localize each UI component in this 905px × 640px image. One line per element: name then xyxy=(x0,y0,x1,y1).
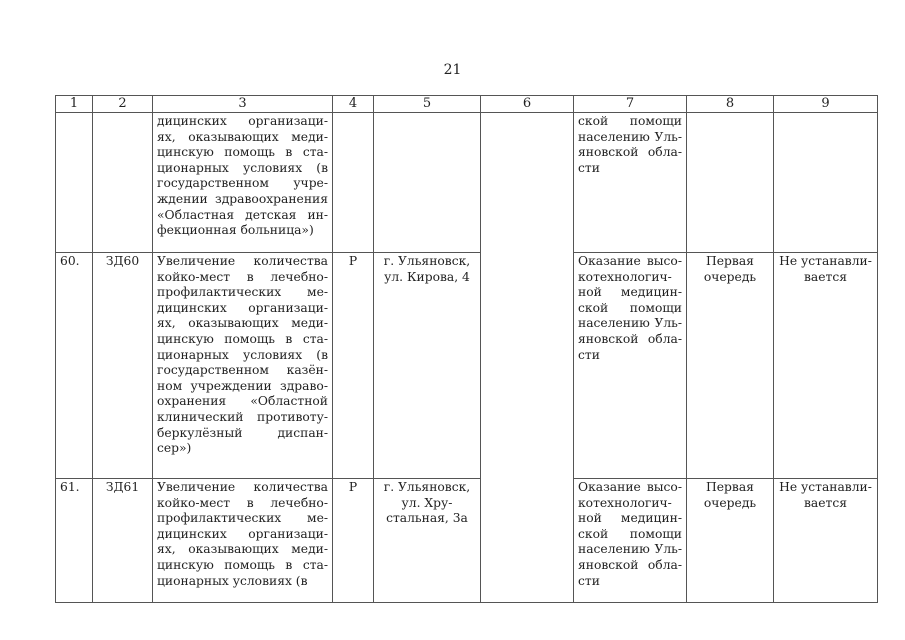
cell-line: очередь xyxy=(703,269,757,284)
cell-line: цинскую помощь в ста- xyxy=(157,557,328,572)
cell-line: стальная, 3а xyxy=(386,511,468,526)
cell-line: яновской обла- xyxy=(578,145,682,160)
cell-line: населению Уль- xyxy=(578,316,682,331)
cell-line: Первая xyxy=(706,254,754,268)
cell-line: Оказание высо- xyxy=(578,480,682,494)
limit-cell xyxy=(774,113,878,253)
cell-line: беркулёзный диспан- xyxy=(157,425,328,440)
header-cell: 8 xyxy=(687,96,774,113)
code-cell: ЗД61 xyxy=(93,479,153,603)
purpose-cell xyxy=(574,479,687,603)
cell-line: Оказание высо- xyxy=(578,254,682,268)
cell-line: охранения «Областной xyxy=(157,394,328,409)
cell-line: вается xyxy=(804,269,847,284)
cell-line: ционарных условиях (в xyxy=(157,160,328,175)
cell-line: дицинских организаци- xyxy=(157,300,328,315)
col6-cell xyxy=(481,113,574,603)
cell-line: сти xyxy=(578,347,600,362)
address-cell xyxy=(374,479,481,603)
code-cell: ЗД60 xyxy=(93,253,153,479)
col4-cell: Р xyxy=(333,253,374,479)
table-row xyxy=(56,479,878,603)
cell-line: ях, оказывающих меди- xyxy=(157,542,328,557)
header-cell: 5 xyxy=(374,96,481,113)
description-cell xyxy=(153,479,333,603)
header-cell: 4 xyxy=(333,96,374,113)
cell-line: Первая xyxy=(706,480,754,494)
cell-line: котехнологич- xyxy=(578,495,672,510)
cell-line: ской помощи xyxy=(578,114,682,128)
cell-line: фекционная больница») xyxy=(157,223,314,238)
table-row xyxy=(56,253,878,479)
cell-line: ном учреждении здраво- xyxy=(157,378,328,393)
row-number-cell: 61. xyxy=(56,479,93,603)
cell-line: государственном учре- xyxy=(157,176,328,191)
cell-line: государственном казён- xyxy=(157,363,328,378)
cell-line: сти xyxy=(578,573,600,588)
purpose-cell xyxy=(574,113,687,253)
address-cell xyxy=(374,113,481,253)
cell-line: Увеличение количества xyxy=(157,480,328,494)
cell-line: цинскую помощь в ста- xyxy=(157,145,328,160)
objects-table xyxy=(55,95,878,603)
cell-line: сти xyxy=(578,160,600,175)
cell-line: ционарных условиях (в xyxy=(157,347,328,362)
cell-line: яновской обла- xyxy=(578,557,682,572)
cell-line: очередь xyxy=(703,495,757,510)
cell-line: Увеличение количества xyxy=(157,254,328,268)
cell-line: ях, оказывающих меди- xyxy=(157,129,328,144)
cell-line: ул. Хру- xyxy=(401,495,453,510)
priority-cell xyxy=(687,253,774,479)
description-cell xyxy=(153,113,333,253)
cell-line: профилактических ме- xyxy=(157,285,328,300)
table-row xyxy=(56,113,878,253)
purpose-cell xyxy=(574,253,687,479)
cell-line: ской помощи xyxy=(578,300,682,315)
cell-line: клинический противоту- xyxy=(157,409,328,424)
cell-line: ционарных условиях (в xyxy=(157,573,308,588)
cell-line: ях, оказывающих меди- xyxy=(157,316,328,331)
description-cell xyxy=(153,253,333,479)
header-row xyxy=(56,96,878,113)
code-cell xyxy=(93,113,153,253)
priority-cell xyxy=(687,113,774,253)
row-number-cell: 60. xyxy=(56,253,93,479)
header-cell: 2 xyxy=(93,96,153,113)
cell-line: котехнологич- xyxy=(578,269,672,284)
cell-line: населению Уль- xyxy=(578,542,682,557)
col4-cell xyxy=(333,113,374,253)
cell-line: яновской обла- xyxy=(578,331,682,346)
cell-line: г. Ульяновск, xyxy=(383,254,471,268)
cell-line: профилактических ме- xyxy=(157,511,328,526)
cell-line: ной медицин- xyxy=(578,285,682,300)
cell-line: дицинских организаци- xyxy=(157,526,328,541)
cell-line: населению Уль- xyxy=(578,129,682,144)
cell-line: вается xyxy=(804,495,847,510)
header-cell: 9 xyxy=(774,96,878,113)
cell-line: ной медицин- xyxy=(578,511,682,526)
header-cell: 6 xyxy=(481,96,574,113)
header-cell: 3 xyxy=(153,96,333,113)
limit-cell xyxy=(774,253,878,479)
row-number-cell xyxy=(56,113,93,253)
cell-line: койко-мест в лечебно- xyxy=(157,269,328,284)
cell-line: дицинских организаци- xyxy=(157,114,328,128)
cell-line: ул. Кирова, 4 xyxy=(384,269,470,284)
cell-line: цинскую помощь в ста- xyxy=(157,331,328,346)
col4-cell: Р xyxy=(333,479,374,603)
cell-line: г. Ульяновск, xyxy=(383,480,471,494)
header-cell: 7 xyxy=(574,96,687,113)
address-cell xyxy=(374,253,481,479)
cell-line: ждении здравоохранения xyxy=(157,191,328,206)
cell-line: койко-мест в лечебно- xyxy=(157,495,328,510)
cell-line: ской помощи xyxy=(578,526,682,541)
limit-cell xyxy=(774,479,878,603)
cell-line: сер») xyxy=(157,441,192,456)
priority-cell xyxy=(687,479,774,603)
cell-line: Не устанавли- xyxy=(779,254,872,268)
header-cell: 1 xyxy=(56,96,93,113)
cell-line: «Областная детская ин- xyxy=(157,207,328,222)
page-number: 21 xyxy=(443,62,462,78)
cell-line: Не устанавли- xyxy=(779,480,872,494)
